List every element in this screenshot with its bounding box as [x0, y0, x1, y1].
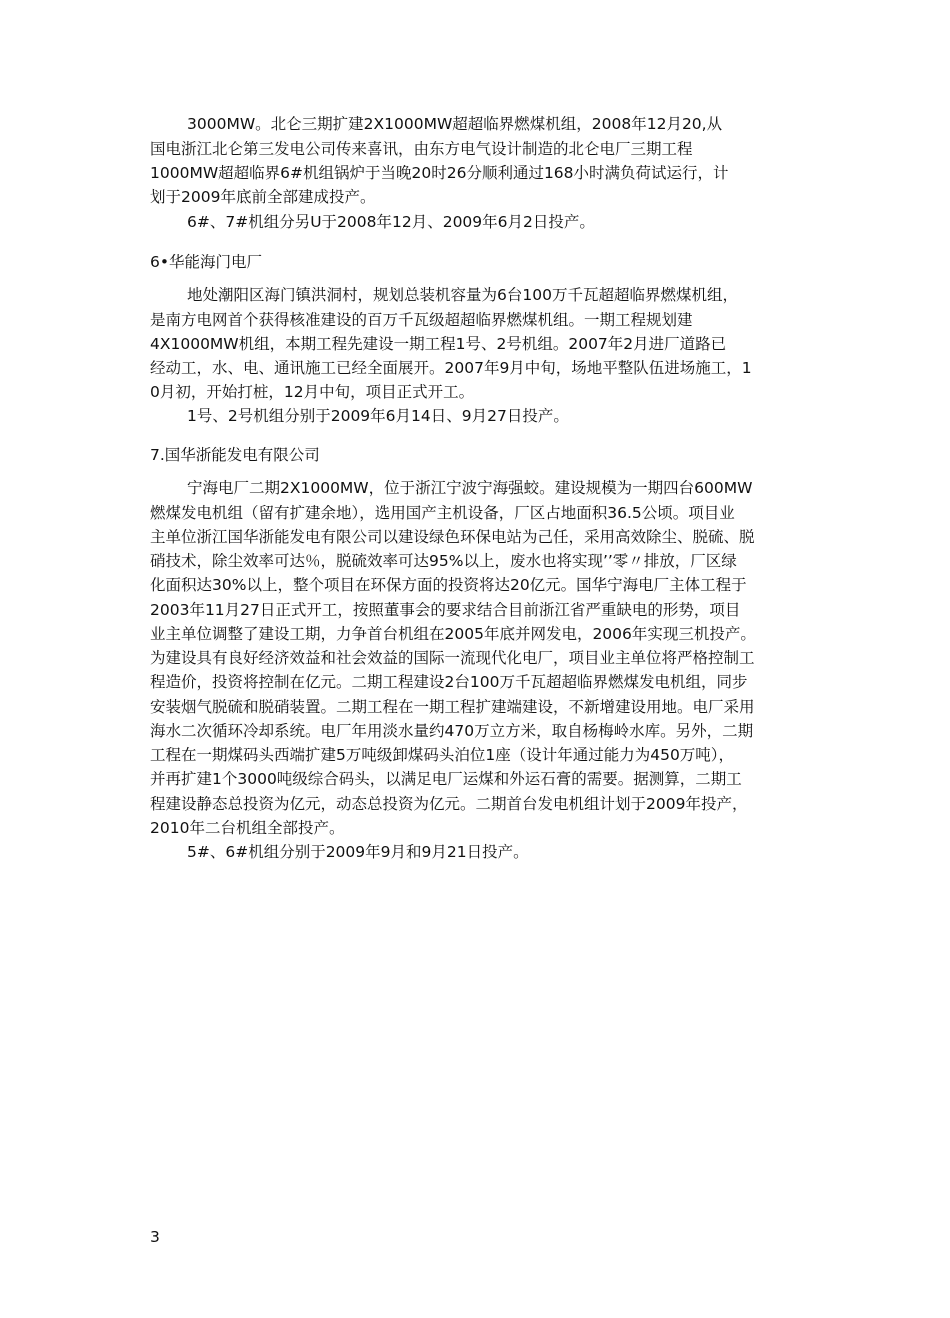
- paragraph-line: 燃煤发电机组（留有扩建余地），选用国产主机设备，厂区占地面积36.5公顷。项目业: [150, 504, 735, 522]
- paragraph-line: 化面积达30%以上，整个项目在环保方面的投资将达20亿元。国华宁海电厂主体工程于: [150, 576, 747, 594]
- paragraph-line: 1000MW超超临界6#机组锅炉于当晚20时26分顺利通过168小时满负荷试运行，计: [150, 164, 729, 182]
- paragraph-line: 4X1000MW机组，本期工程先建设一期工程1号、2号机组。2007年2月进厂道路已: [150, 335, 727, 353]
- paragraph-line: 业主单位调整了建设工期，力争首台机组在2005年底并网发电，2006年实现三机投产。: [150, 625, 756, 643]
- paragraph-line: 1号、2号机组分别于2009年6月14日、9月27日投产。: [187, 407, 569, 425]
- paragraph-line: 硝技术，除尘效率可达％，脱硫效率可达95%以上，废水也将实现’’零〃排放，厂区绿: [150, 552, 737, 570]
- paragraph-line: 5#、6#机组分别于2009年9月和9月21日投产。: [187, 843, 529, 861]
- paragraph-line: 6#、7#机组分另U于2008年12月、2009年6月2日投产。: [187, 213, 595, 231]
- paragraph-line: 安装烟气脱硫和脱硝装置。二期工程在一期工程扩建端建设，不新增建设用地。电厂采用: [150, 698, 755, 716]
- paragraph-line: 并再扩建1个3000吨级综合码头，以满足电厂运煤和外运石膏的需要。据测算，二期工: [150, 770, 742, 788]
- paragraph-line: 2010年二台机组全部投产。: [150, 819, 345, 837]
- paragraph-line: 程建设静态总投资为亿元，动态总投资为亿元。二期首台发电机组计划于2009年投产，: [150, 795, 748, 813]
- paragraph-line: 地处潮阳区海门镇洪洞村，规划总装机容量为6台100万千瓦超超临界燃煤机组，: [187, 286, 738, 304]
- paragraph-line: 主单位浙江国华浙能发电有限公司以建设绿色环保电站为己任，采用高效除尘、脱硫、脱: [150, 528, 755, 546]
- paragraph-line: 为建设具有良好经济效益和社会效益的国际一流现代化电厂，项目业主单位将严格控制工: [150, 649, 755, 667]
- paragraph-line: 工程在一期煤码头西端扩建5万吨级卸煤码头泊位1座（设计年通过能力为450万吨），: [150, 746, 735, 764]
- paragraph-line: 经动工，水、电、通讯施工已经全面展开。2007年9月中旬，场地平整队伍进场施工，1: [150, 359, 752, 377]
- paragraph-line: 3000MW。北仑三期扩建2X1000MW超超临界燃煤机组，2008年12月20,从: [187, 115, 723, 133]
- paragraph-line: 国电浙江北仑第三发电公司传来喜讯，由东方电气设计制造的北仑电厂三期工程: [150, 140, 693, 158]
- paragraph-line: 0月初，开始打桩，12月中旬，项目正式开工。: [150, 383, 475, 401]
- paragraph-line: 程造价，投资将控制在亿元。二期工程建设2台100万千瓦超超临界燃煤发电机组，同步: [150, 673, 748, 691]
- paragraph-line: 宁海电厂二期2X1000MW，位于浙江宁波宁海强蛟。建设规模为一期四台600MW: [187, 479, 753, 497]
- paragraph-line: 海水二次循环冷却系统。电厂年用淡水量约470万立方米，取自杨梅岭水库。另外，二期: [150, 722, 754, 740]
- page-number: 3: [150, 1228, 160, 1246]
- paragraph-line: 2003年11月27日正式开工，按照董事会的要求结合目前浙江省严重缺电的形势，项目: [150, 601, 741, 619]
- paragraph-line: 划于2009年底前全部建成投产。: [150, 188, 376, 206]
- section-heading: 6•华能海门电厂: [150, 253, 263, 271]
- paragraph-line: 是南方电网首个获得核准建设的百万千瓦级超超临界燃煤机组。一期工程规划建: [150, 311, 693, 329]
- section-heading: 7.国华浙能发电有限公司: [150, 446, 320, 464]
